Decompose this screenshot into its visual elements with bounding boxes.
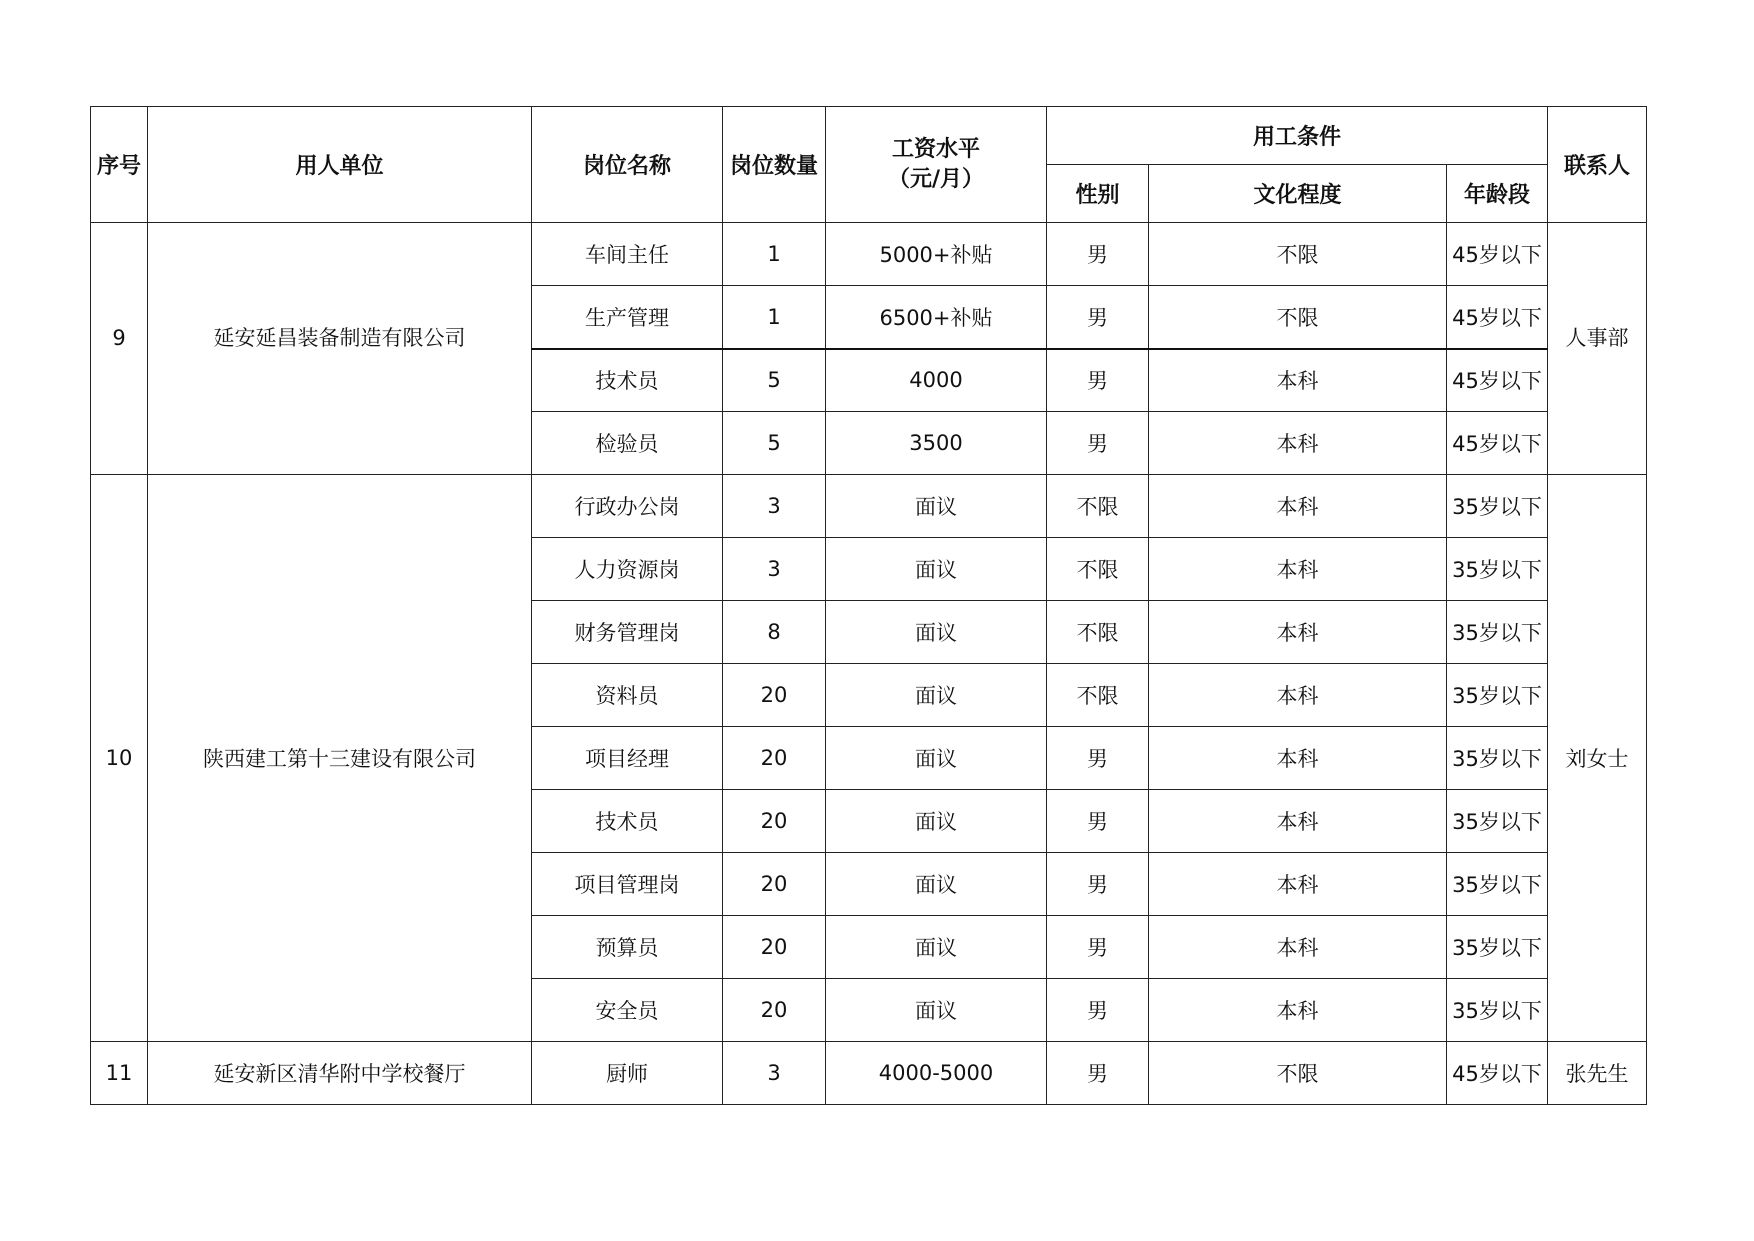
education-cell: 本科 <box>1149 412 1447 475</box>
age-cell: 35岁以下 <box>1447 475 1548 538</box>
wage-cell: 3500 <box>826 412 1047 475</box>
table-row <box>91 1042 1647 1105</box>
count-cell: 3 <box>723 475 826 538</box>
position-cell: 安全员 <box>532 979 723 1042</box>
position-cell: 项目管理岗 <box>532 853 723 916</box>
job-table <box>90 106 1647 1105</box>
position-cell: 车间主任 <box>532 223 723 286</box>
education-cell: 不限 <box>1149 223 1447 286</box>
wage-cell: 面议 <box>826 853 1047 916</box>
contact-cell: 张先生 <box>1548 1042 1647 1105</box>
count-cell: 20 <box>723 979 826 1042</box>
position-cell: 生产管理 <box>532 286 723 349</box>
seq-cell: 10 <box>91 475 148 1042</box>
wage-cell: 面议 <box>826 979 1047 1042</box>
count-cell: 3 <box>723 538 826 601</box>
age-cell: 45岁以下 <box>1447 1042 1548 1105</box>
education-cell: 本科 <box>1149 727 1447 790</box>
position-cell: 行政办公岗 <box>532 475 723 538</box>
age-cell: 45岁以下 <box>1447 223 1548 286</box>
education-cell: 本科 <box>1149 349 1447 412</box>
header-count: 岗位数量 <box>723 107 826 223</box>
position-cell: 人力资源岗 <box>532 538 723 601</box>
education-cell: 不限 <box>1149 286 1447 349</box>
wage-cell: 面议 <box>826 475 1047 538</box>
age-cell: 35岁以下 <box>1447 601 1548 664</box>
age-cell: 35岁以下 <box>1447 727 1548 790</box>
education-cell: 本科 <box>1149 538 1447 601</box>
count-cell: 20 <box>723 916 826 979</box>
education-cell: 本科 <box>1149 664 1447 727</box>
gender-cell: 不限 <box>1047 664 1149 727</box>
count-cell: 1 <box>723 286 826 349</box>
wage-cell: 6500+补贴 <box>826 286 1047 349</box>
wage-cell: 4000-5000 <box>826 1042 1047 1105</box>
header-conditions: 用工条件 <box>1047 107 1548 165</box>
education-cell: 不限 <box>1149 1042 1447 1105</box>
position-cell: 检验员 <box>532 412 723 475</box>
contact-cell: 刘女士 <box>1548 475 1647 1042</box>
count-cell: 5 <box>723 349 826 412</box>
header-education: 文化程度 <box>1149 165 1447 223</box>
education-cell: 本科 <box>1149 853 1447 916</box>
wage-cell: 面议 <box>826 601 1047 664</box>
header-wage-line2: （元/月） <box>887 166 985 192</box>
position-cell: 项目经理 <box>532 727 723 790</box>
wage-cell: 面议 <box>826 538 1047 601</box>
wage-cell: 面议 <box>826 664 1047 727</box>
wage-cell: 5000+补贴 <box>826 223 1047 286</box>
gender-cell: 男 <box>1047 1042 1149 1105</box>
header-contact: 联系人 <box>1548 107 1647 223</box>
count-cell: 5 <box>723 412 826 475</box>
position-cell: 技术员 <box>532 790 723 853</box>
count-cell: 8 <box>723 601 826 664</box>
education-cell: 本科 <box>1149 790 1447 853</box>
employer-cell: 延安新区清华附中学校餐厅 <box>148 1042 532 1105</box>
wage-cell: 面议 <box>826 727 1047 790</box>
count-cell: 20 <box>723 664 826 727</box>
position-cell: 财务管理岗 <box>532 601 723 664</box>
education-cell: 本科 <box>1149 601 1447 664</box>
gender-cell: 不限 <box>1047 538 1149 601</box>
count-cell: 20 <box>723 790 826 853</box>
education-cell: 本科 <box>1149 475 1447 538</box>
gender-cell: 不限 <box>1047 475 1149 538</box>
position-cell: 厨师 <box>532 1042 723 1105</box>
position-cell: 预算员 <box>532 916 723 979</box>
header-employer: 用人单位 <box>148 107 532 223</box>
wage-cell: 面议 <box>826 916 1047 979</box>
age-cell: 45岁以下 <box>1447 349 1548 412</box>
count-cell: 20 <box>723 853 826 916</box>
age-cell: 35岁以下 <box>1447 916 1548 979</box>
education-cell: 本科 <box>1149 916 1447 979</box>
gender-cell: 男 <box>1047 916 1149 979</box>
table-row <box>91 475 1647 538</box>
table-row <box>91 223 1647 286</box>
wage-cell: 面议 <box>826 790 1047 853</box>
gender-cell: 男 <box>1047 979 1149 1042</box>
gender-cell: 男 <box>1047 412 1149 475</box>
age-cell: 45岁以下 <box>1447 412 1548 475</box>
gender-cell: 男 <box>1047 853 1149 916</box>
header-position: 岗位名称 <box>532 107 723 223</box>
header-age: 年龄段 <box>1447 165 1548 223</box>
position-cell: 技术员 <box>532 349 723 412</box>
gender-cell: 男 <box>1047 790 1149 853</box>
employer-cell: 延安延昌装备制造有限公司 <box>148 223 532 475</box>
header-seq: 序号 <box>91 107 148 223</box>
age-cell: 35岁以下 <box>1447 790 1548 853</box>
age-cell: 35岁以下 <box>1447 664 1548 727</box>
header-gender: 性别 <box>1047 165 1149 223</box>
header-wage-line1: 工资水平 <box>891 136 980 162</box>
gender-cell: 不限 <box>1047 601 1149 664</box>
gender-cell: 男 <box>1047 286 1149 349</box>
seq-cell: 9 <box>91 223 148 475</box>
contact-cell: 人事部 <box>1548 223 1647 475</box>
age-cell: 35岁以下 <box>1447 979 1548 1042</box>
employer-cell: 陕西建工第十三建设有限公司 <box>148 475 532 1042</box>
count-cell: 1 <box>723 223 826 286</box>
seq-cell: 11 <box>91 1042 148 1105</box>
count-cell: 20 <box>723 727 826 790</box>
gender-cell: 男 <box>1047 223 1149 286</box>
position-cell: 资料员 <box>532 664 723 727</box>
age-cell: 35岁以下 <box>1447 538 1548 601</box>
age-cell: 45岁以下 <box>1447 286 1548 349</box>
wage-cell: 4000 <box>826 349 1047 412</box>
education-cell: 本科 <box>1149 979 1447 1042</box>
gender-cell: 男 <box>1047 727 1149 790</box>
gender-cell: 男 <box>1047 349 1149 412</box>
age-cell: 35岁以下 <box>1447 853 1548 916</box>
count-cell: 3 <box>723 1042 826 1105</box>
header-wage <box>826 107 1047 223</box>
